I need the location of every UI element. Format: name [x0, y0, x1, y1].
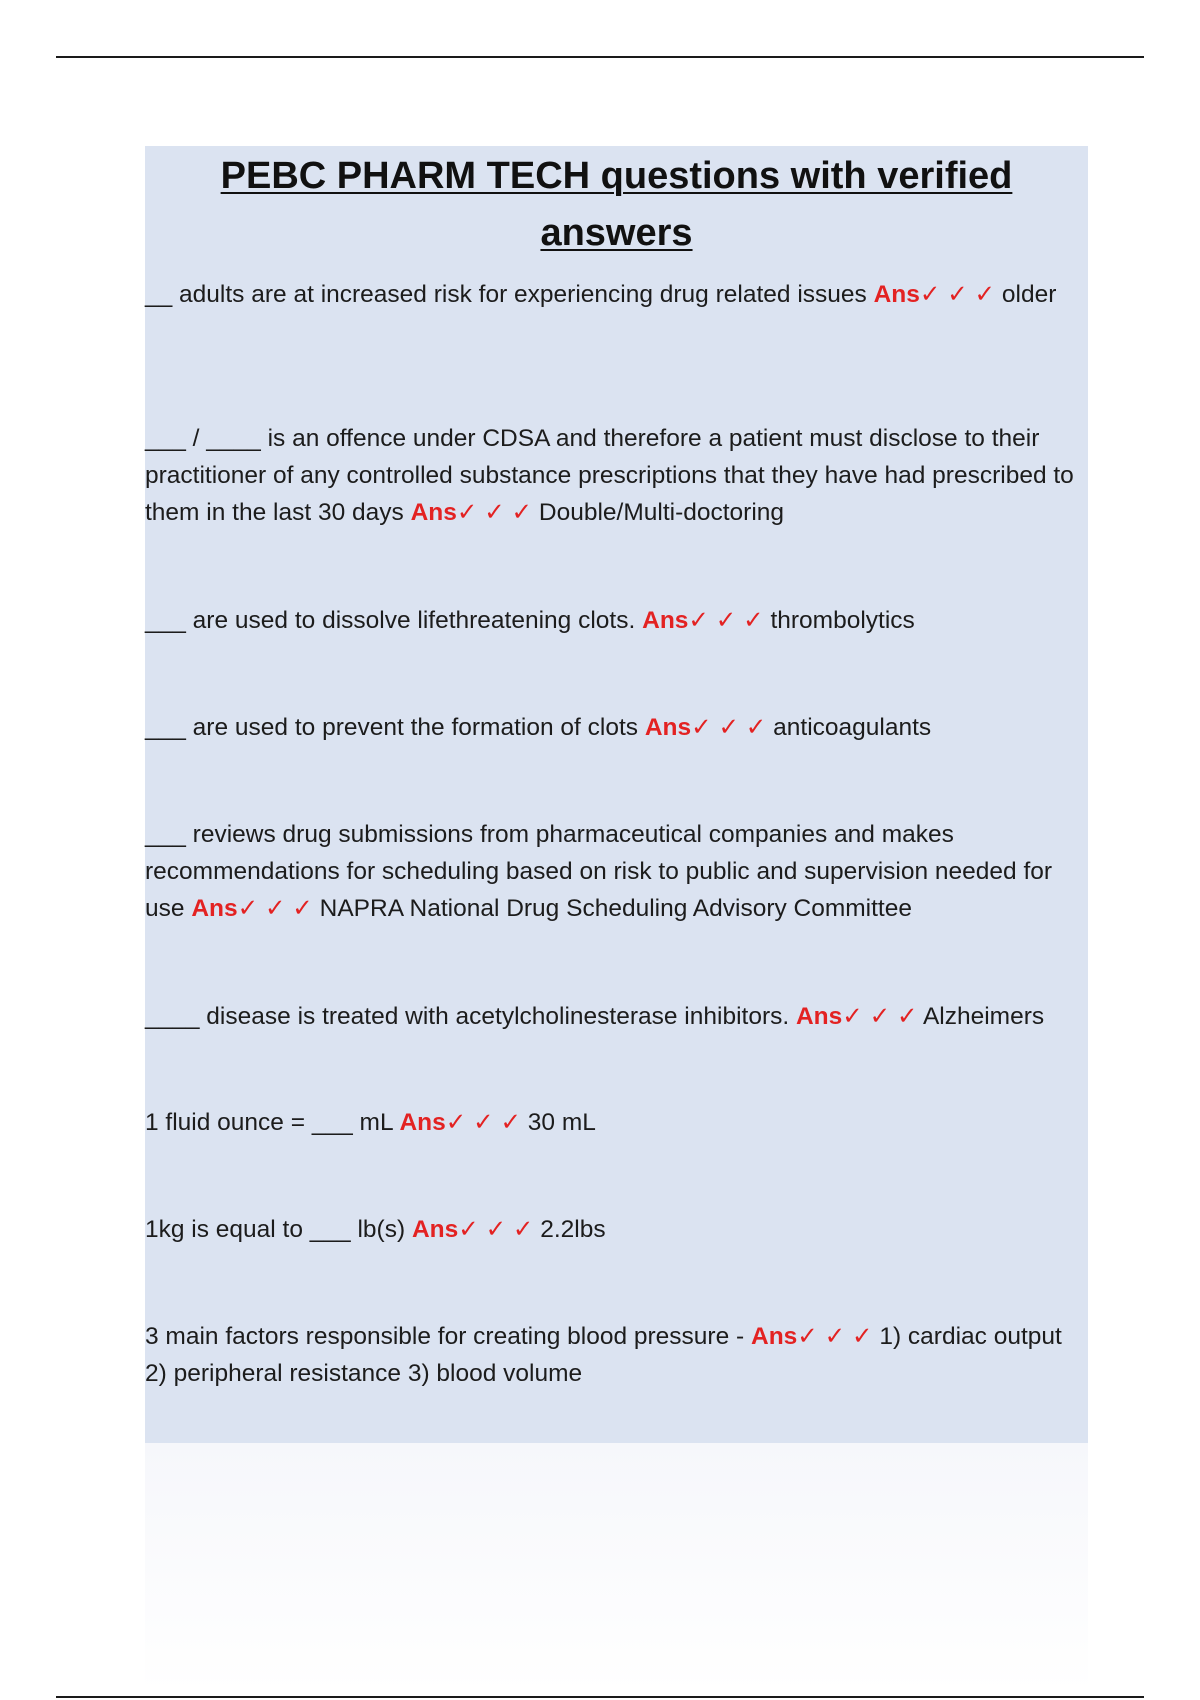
document-title-text: PEBC PHARM TECH questions with verified answers: [220, 155, 1013, 254]
document-title: [145, 148, 1088, 262]
answer-text: Double/Multi-doctoring: [538, 499, 785, 526]
answer-marker: Ans: [751, 1323, 798, 1350]
question-text: ___ / ____ is an offence under CDSA and therefore a patient must disclose to their practitioner of any controlled substance prescriptions that they have had prescribed to them in the last 30 days: [145, 425, 1074, 526]
question-text: ___ are used to prevent the formation of clots: [145, 714, 639, 741]
panel-fade: [145, 1443, 1088, 1693]
qa-item: [145, 1318, 1090, 1392]
answer-marker: Ans: [410, 499, 457, 526]
check-marks: ✓ ✓ ✓: [458, 1216, 534, 1243]
question-text: __ adults are at increased risk for experiencing drug related issues: [145, 281, 867, 308]
qa-item: [145, 1211, 1090, 1248]
check-marks: ✓ ✓ ✓: [445, 1109, 521, 1136]
answer-marker: Ans: [191, 895, 238, 922]
question-text: 1kg is equal to ___ lb(s): [145, 1216, 406, 1243]
answer-text: thrombolytics: [770, 607, 915, 634]
answer-text: anticoagulants: [773, 714, 932, 741]
check-marks: ✓ ✓ ✓: [919, 281, 996, 308]
answer-text: NAPRA National Drug Scheduling Advisory Committee: [319, 895, 912, 922]
answer-marker: Ans: [644, 714, 692, 741]
qa-item: [145, 602, 1090, 639]
question-text: ___ are used to dissolve lifethreatening clots.: [145, 607, 636, 634]
check-marks: ✓ ✓ ✓: [237, 895, 313, 922]
answer-text: 1) cardiac output 2) peripheral resistance 3) blood volume: [145, 1323, 1062, 1387]
answer-text: 30 mL: [527, 1109, 596, 1136]
question-text: ___ reviews drug submissions from pharmaceutical companies and makes recommendations for scheduling based on risk to public and supervision needed for use: [145, 821, 1053, 922]
check-marks: ✓ ✓ ✓: [688, 607, 764, 634]
question-text: ____ disease is treated with acetylcholinesterase inhibitors.: [145, 1003, 790, 1030]
question-text: 1 fluid ounce = ___ mL: [145, 1109, 393, 1136]
answer-marker: Ans: [411, 1216, 459, 1243]
question-text: 3 main factors responsible for creating blood pressure -: [145, 1323, 745, 1350]
check-marks: ✓ ✓ ✓: [842, 1003, 918, 1030]
qa-item: [145, 420, 1090, 531]
answer-marker: Ans: [399, 1109, 446, 1136]
answer-text: Alzheimers: [922, 1003, 1045, 1030]
footer-rule: [56, 1696, 1144, 1698]
check-marks: ✓ ✓ ✓: [456, 499, 533, 526]
check-marks: ✓ ✓ ✓: [797, 1323, 873, 1350]
answer-marker: Ans: [873, 281, 920, 308]
qa-item: [145, 276, 1090, 313]
answer-text: 2.2lbs: [540, 1216, 606, 1243]
qa-item: [145, 998, 1090, 1035]
check-marks: ✓ ✓ ✓: [691, 714, 767, 741]
answer-text: older: [1001, 281, 1057, 308]
header-rule: [56, 56, 1144, 58]
qa-item: [145, 1104, 1090, 1141]
content-panel: [145, 146, 1088, 1443]
answer-marker: Ans: [795, 1003, 843, 1030]
qa-item: [145, 709, 1090, 746]
answer-marker: Ans: [642, 607, 689, 634]
qa-item: [145, 816, 1090, 927]
